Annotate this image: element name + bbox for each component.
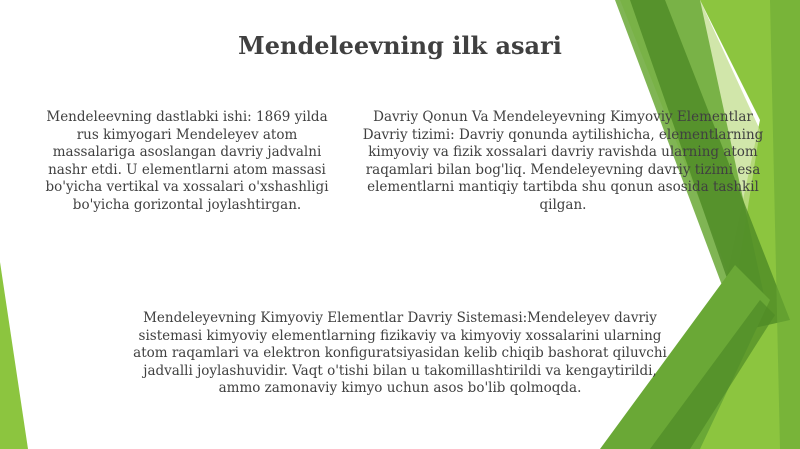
bottom-paragraph-line: sistemasi kimyoviy elementlarning fizikaviy va kimyoviy xossalarini ularning (138, 327, 662, 344)
right-paragraph (345, 109, 781, 214)
bottom-paragraph-line: jadvalli joylashuvidir. Vaqt o'tishi bilan u takomillashtirildi va kengaytirildi, (143, 362, 657, 379)
left-paragraph-line: nashr etdi. U elementlarni atom massasi (48, 161, 326, 178)
left-paragraph-line: rus kimyogari Mendeleyev atom (76, 126, 298, 143)
left-paragraph-line: bo'yicha gorizontal joylashtirgan. (72, 196, 302, 213)
left-paragraph-line: bo'yicha vertikal va xossalari o'xshashligi (45, 179, 329, 195)
slide-title: Mendeleevning ilk asari (238, 31, 562, 60)
bottom-paragraph (110, 310, 690, 398)
bottom-paragraph-line: Mendeleyevning Kimyoviy Elementlar Davriy Sistemasi:Mendeleyev davriy (143, 310, 657, 326)
right-paragraph-line: raqamlari bilan bog'liq. Mendeleyevning davriy tizimi esa (365, 161, 761, 178)
right-paragraph-line: Davriy tizimi: Davriy qonunda aytilishicha, elementlarning (362, 126, 764, 143)
left-paragraph-line: massalariga asoslangan davriy jadvalni (52, 144, 322, 160)
left-paragraph (34, 109, 340, 214)
bottom-paragraph-line: atom raqamlari va elektron konfiguratsiyasidan kelib chiqib bashorat qiluvchi (133, 345, 667, 361)
bottom-paragraph-line: ammo zamonaviy kimyo uchun asos bo'lib qolmoqda. (218, 380, 582, 396)
right-paragraph-line: qilgan. (539, 196, 587, 213)
right-paragraph-line: Davriy Qonun Va Mendeleyevning Kimyoviy Elementlar (373, 109, 753, 125)
left-edge-shape (0, 262, 28, 449)
left-paragraph-line: Mendeleevning dastlabki ishi: 1869 yilda (46, 109, 328, 125)
right-paragraph-line: kimyoviy va fizik xossalari davriy ravishda ularning atom (368, 144, 758, 160)
right-paragraph-line: elementlarni mantiqiy tartibda shu qonun asosida tashkil (367, 179, 759, 195)
